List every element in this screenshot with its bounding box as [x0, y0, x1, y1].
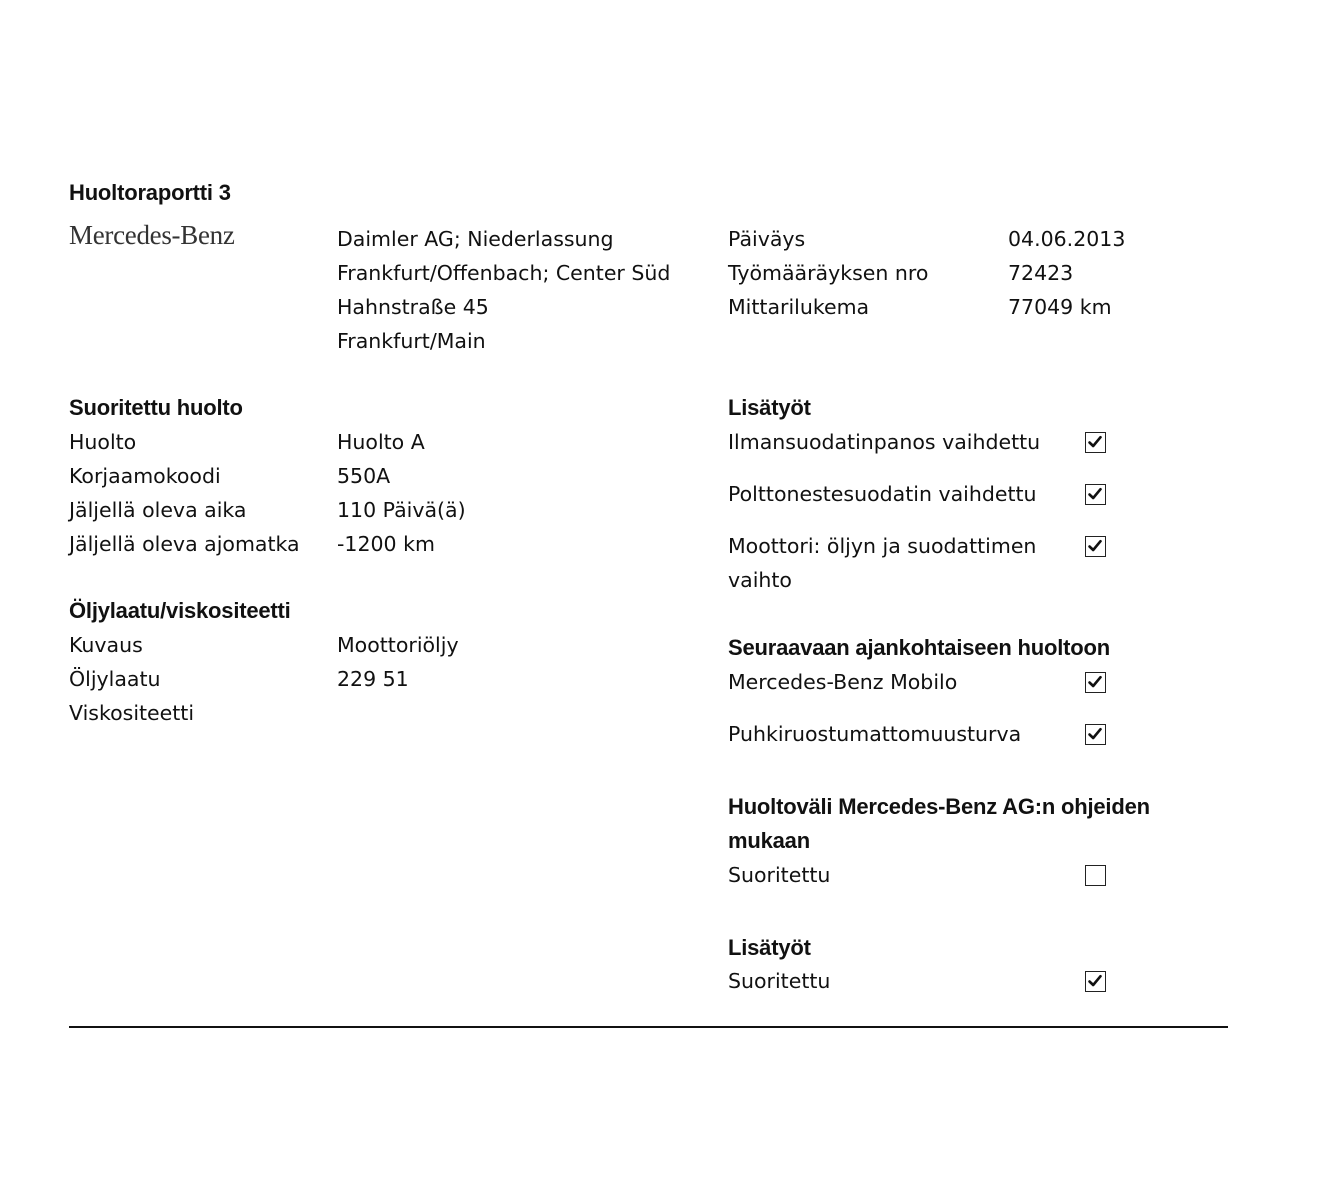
meta-labels	[728, 222, 928, 324]
additional-work-item-label: Polttonestesuodatin vaihdettu	[728, 482, 1037, 506]
checkmark-icon	[1087, 674, 1103, 690]
checkmark-icon	[1087, 973, 1103, 989]
additional-work-item-label: Ilmansuodatinpanos vaihdettu	[728, 430, 1041, 454]
oil-value	[337, 696, 459, 730]
checkmark-icon	[1087, 486, 1103, 502]
bottom-divider	[69, 1026, 1228, 1028]
checkmark-icon	[1087, 538, 1103, 554]
next-service-heading: Seuraavaan ajankohtaiseen huoltoon	[728, 635, 1110, 660]
additional-work-2-checkbox[interactable]	[1085, 971, 1106, 992]
dealer-address	[337, 222, 670, 358]
additional-work-item-label-cont: vaihto	[728, 568, 792, 592]
service-label: Huolto	[69, 430, 137, 454]
interval-heading-cont: mukaan	[728, 828, 810, 853]
meta-label-work-order: Työmääräyksen nro	[728, 261, 929, 285]
next-service-item-label: Puhkiruostumattomuusturva	[728, 722, 1022, 746]
oil-value: 229 51	[337, 667, 409, 691]
meta-value-odometer: 77049 km	[1008, 295, 1112, 319]
address-line: Daimler AG; Niederlassung	[337, 227, 614, 251]
additional-work-checkbox[interactable]	[1085, 432, 1106, 453]
additional-work-checkbox[interactable]	[1085, 536, 1106, 557]
page-title: Huoltoraportti 3	[69, 180, 231, 205]
checkmark-icon	[1087, 434, 1103, 450]
service-value: 550A	[337, 464, 391, 488]
oil-label: Kuvaus	[69, 633, 143, 657]
meta-values	[1008, 222, 1125, 324]
next-service-checkbox[interactable]	[1085, 672, 1106, 693]
meta-value-date: 04.06.2013	[1008, 227, 1126, 251]
service-value: 110 Päivä(ä)	[337, 498, 466, 522]
additional-work-checkbox[interactable]	[1085, 484, 1106, 505]
next-service-checkbox[interactable]	[1085, 724, 1106, 745]
address-line: Frankfurt/Offenbach; Center Süd	[337, 261, 671, 285]
additional-work-item-label: Moottori: öljyn ja suodattimen	[728, 534, 1037, 558]
address-line: Hahnstraße 45	[337, 295, 489, 319]
additional-work-2-item-label: Suoritettu	[728, 969, 831, 993]
service-label: Jäljellä oleva ajomatka	[69, 532, 300, 556]
meta-label-date: Päiväys	[728, 227, 806, 251]
interval-item-label: Suoritettu	[728, 863, 831, 887]
service-values	[337, 425, 466, 561]
meta-value-work-order: 72423	[1008, 261, 1074, 285]
oil-label: Viskositeetti	[69, 701, 195, 725]
oil-labels	[69, 628, 194, 730]
service-value: Huolto A	[337, 430, 425, 454]
oil-value: Moottoriöljy	[337, 633, 459, 657]
oil-heading: Öljylaatu/viskositeetti	[69, 598, 291, 623]
oil-label: Öljylaatu	[69, 667, 161, 691]
interval-checkbox[interactable]	[1085, 865, 1106, 886]
interval-heading: Huoltoväli Mercedes-Benz AG:n ohjeiden	[728, 794, 1150, 819]
service-label: Korjaamokoodi	[69, 464, 221, 488]
meta-label-odometer: Mittarilukema	[728, 295, 870, 319]
checkmark-icon	[1087, 726, 1103, 742]
additional-work-2-heading: Lisätyöt	[728, 935, 811, 960]
service-heading: Suoritettu huolto	[69, 395, 243, 420]
brand-logo: Mercedes-Benz	[69, 220, 235, 250]
additional-work-heading: Lisätyöt	[728, 395, 811, 420]
service-labels	[69, 425, 300, 561]
address-line: Frankfurt/Main	[337, 329, 486, 353]
next-service-item-label: Mercedes-Benz Mobilo	[728, 670, 958, 694]
service-label: Jäljellä oleva aika	[69, 498, 247, 522]
oil-values	[337, 628, 459, 730]
service-value: -1200 km	[337, 532, 435, 556]
